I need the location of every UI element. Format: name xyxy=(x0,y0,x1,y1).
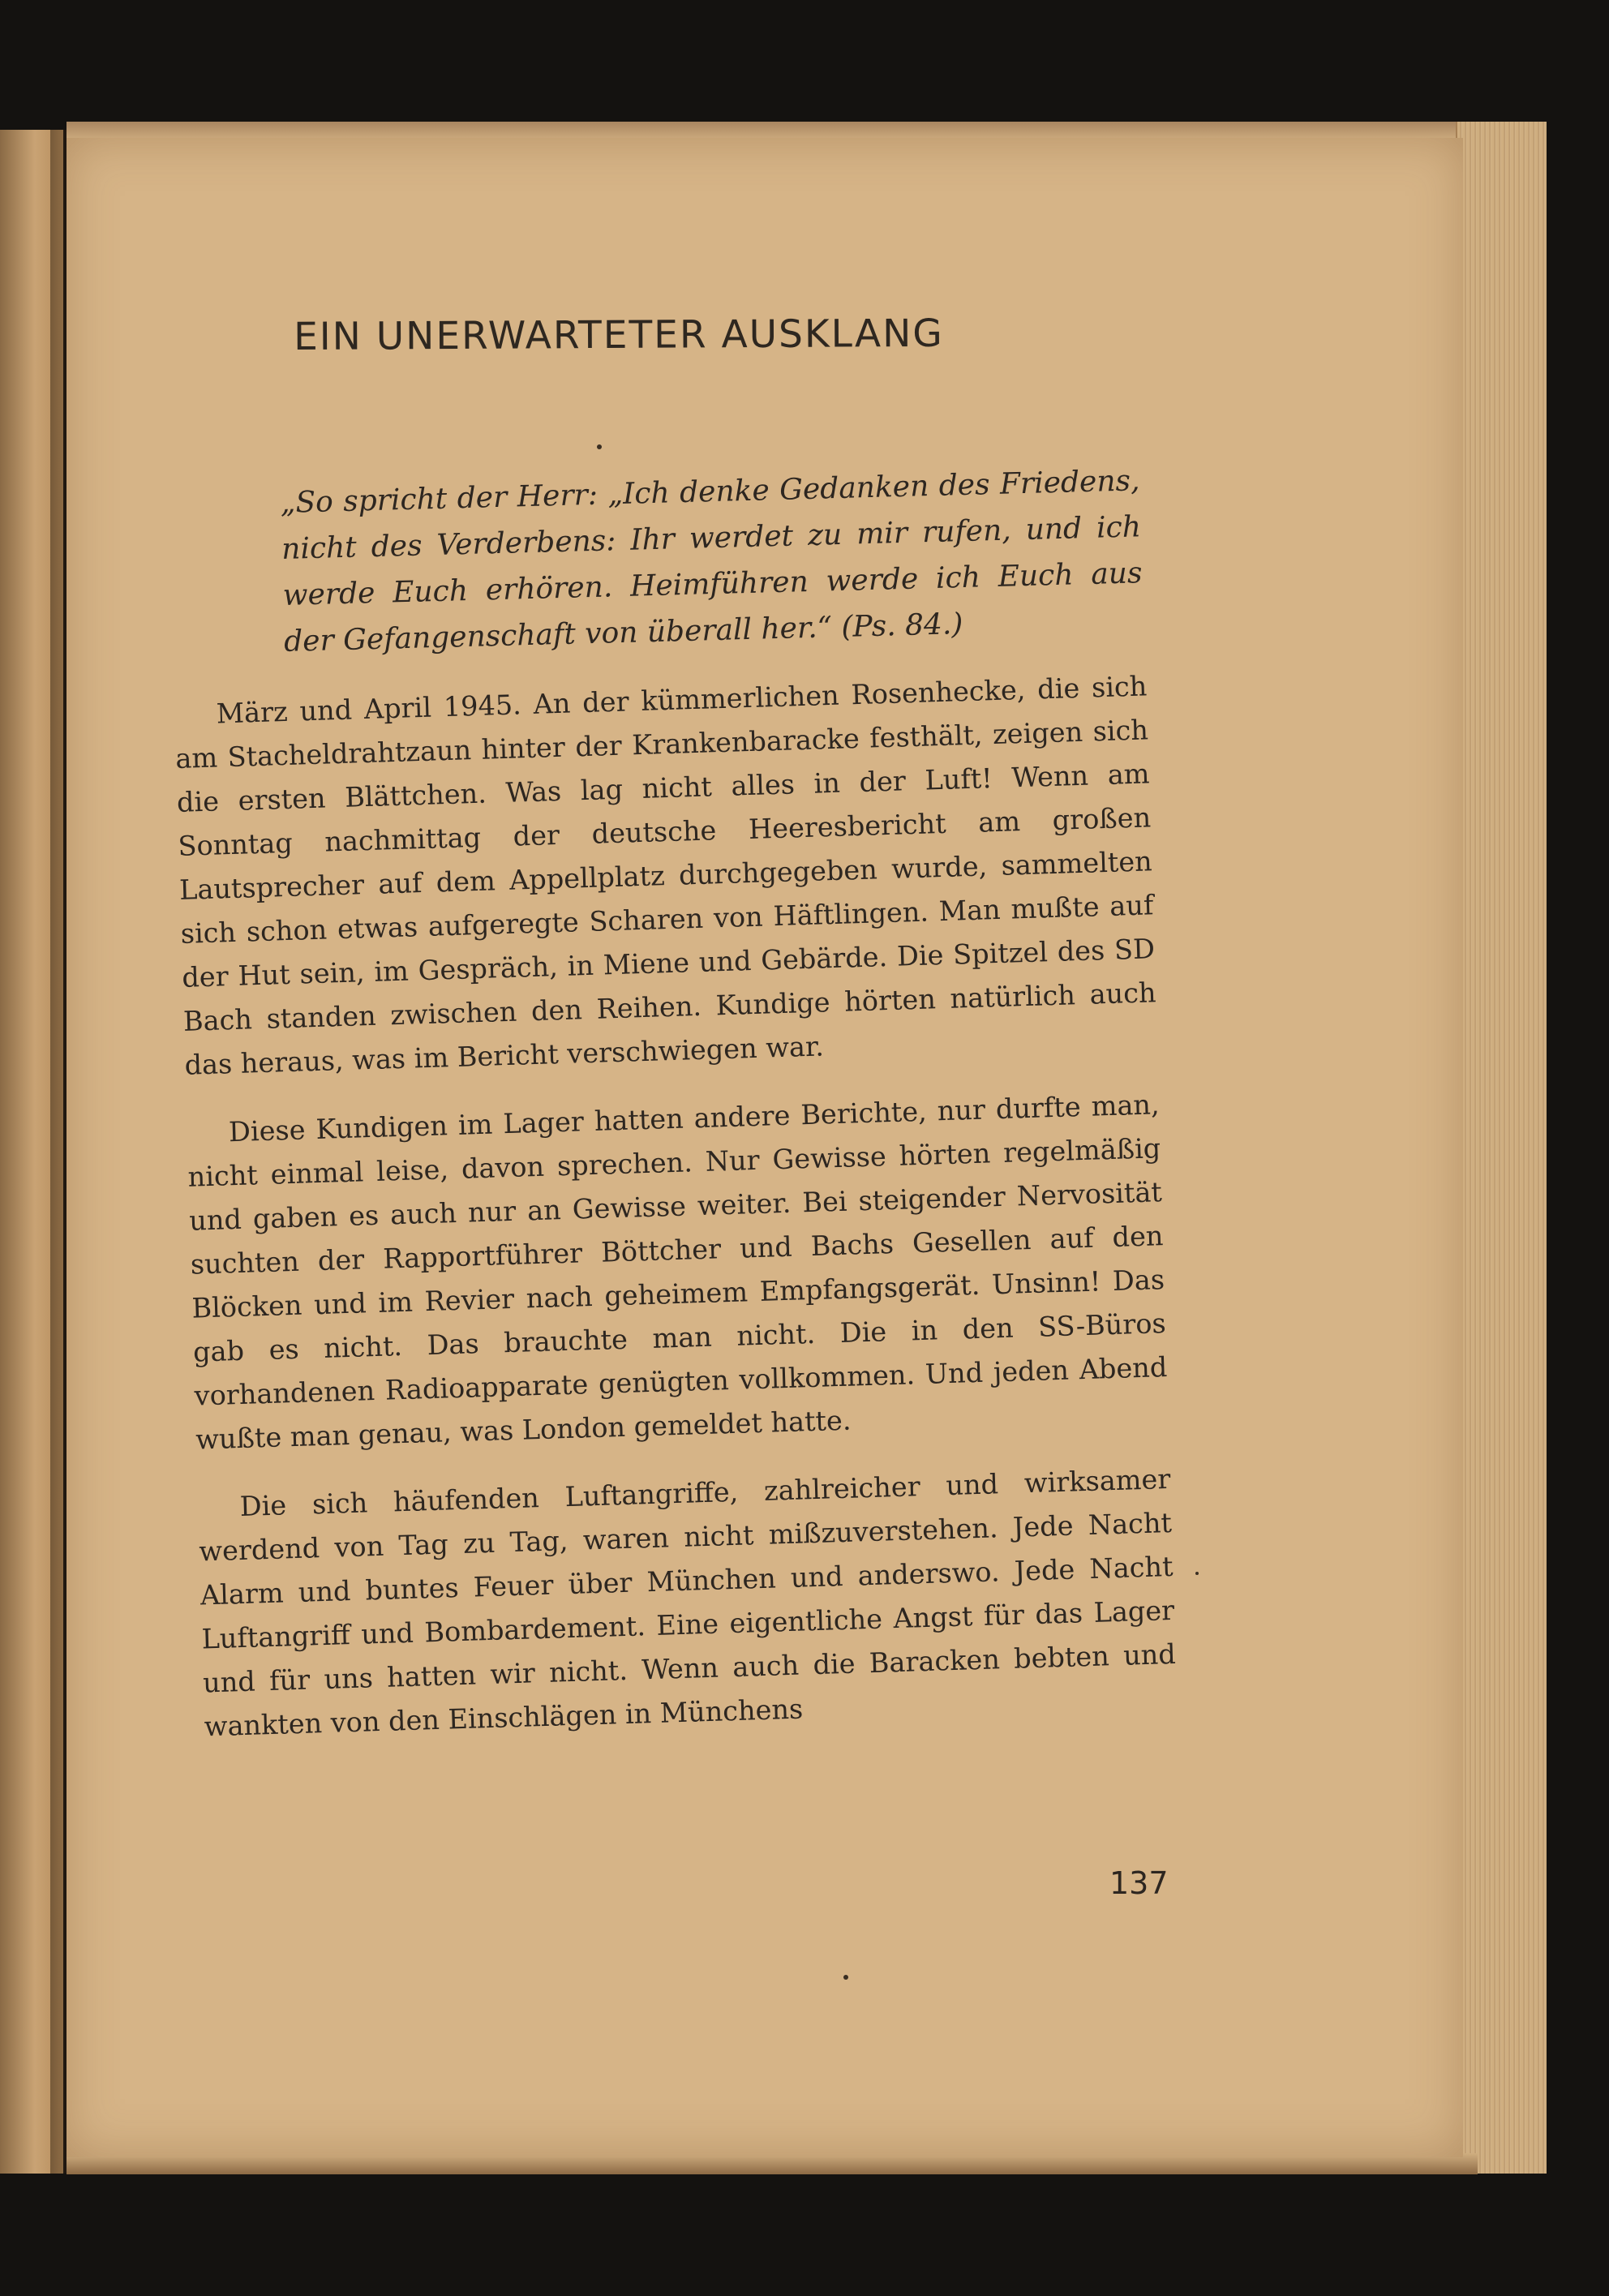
paper-speck xyxy=(597,444,602,449)
page-number: 137 xyxy=(1109,1865,1169,1901)
epigraph-quote: „So spricht der Herr: „Ich denke Gedanken des Friedens, nicht des Verderbens: Ihr werdet zu mir rufen, und ich werde Euch erhören. Heimführen werde ich Euch aus der Gefangenschaft von überall her.“ (Ps. 84.) xyxy=(280,464,1143,659)
paper-speck xyxy=(1195,1572,1199,1575)
paragraph: Die sich häufenden Luftangriffe, zahlreicher und wirksamer werdend von Tag zu Tag, waren nicht mißzuverstehen. Jede Nacht Alarm und buntes Feuer über München und anderswo. Jede Nacht Luftangriff und Bombardement. Eine eigentliche Angst für das Lager und für uns hatten wir nicht. Wenn auch die Baracken bebten und wankten von den Einschlägen in Münchens xyxy=(198,1462,1177,1743)
body-text xyxy=(174,664,1178,1773)
paragraph: März und April 1945. An der kümmerlichen Rosenhecke, die sich am Stacheldrahtzaun hinter der Krankenbaracke festhält, zeigen sich die ersten Blättchen. Was lag nicht alles in der Luft! Wenn am Sonntag nachmittag der deutsche Heeresbericht am großen Lautsprecher auf dem Appellplatz durchgegeben wurde, sammelten sich schon etwas aufgeregte Scharen von Häftlingen. Man mußte auf der Hut sein, im Gespräch, in Miene und Gebärde. Die Spitzel des SD Bach standen zwischen den Reihen. Kundige hörten natürlich auch das heraus, was im Bericht verschwiegen war. xyxy=(174,670,1157,1081)
paragraph: Diese Kundigen im Lager hatten andere Berichte, nur durfte man, nicht einmal leise, davon sprechen. Nur Gewisse hörten regelmäßig und gaben es auch nur an Gewisse weiter. Bei steigender Nervosität suchten der Rapportführer Böttcher und Bachs Gesellen auf den Blöcken und im Revier nach geheimem Empfangsgerät. Unsinn! Das gab es nicht. Das brauchte man nicht. Die in den SS-Büros vorhandenen Radioapparate genügten vollkommen. Und jeden Abend wußte man genau, was London gemeldet hatte. xyxy=(187,1088,1168,1456)
right-page-stack-edge xyxy=(1456,122,1547,2174)
chapter-title: EIN UNERWARTETER AUSKLANG xyxy=(294,311,944,359)
paper-speck xyxy=(843,1975,848,1980)
